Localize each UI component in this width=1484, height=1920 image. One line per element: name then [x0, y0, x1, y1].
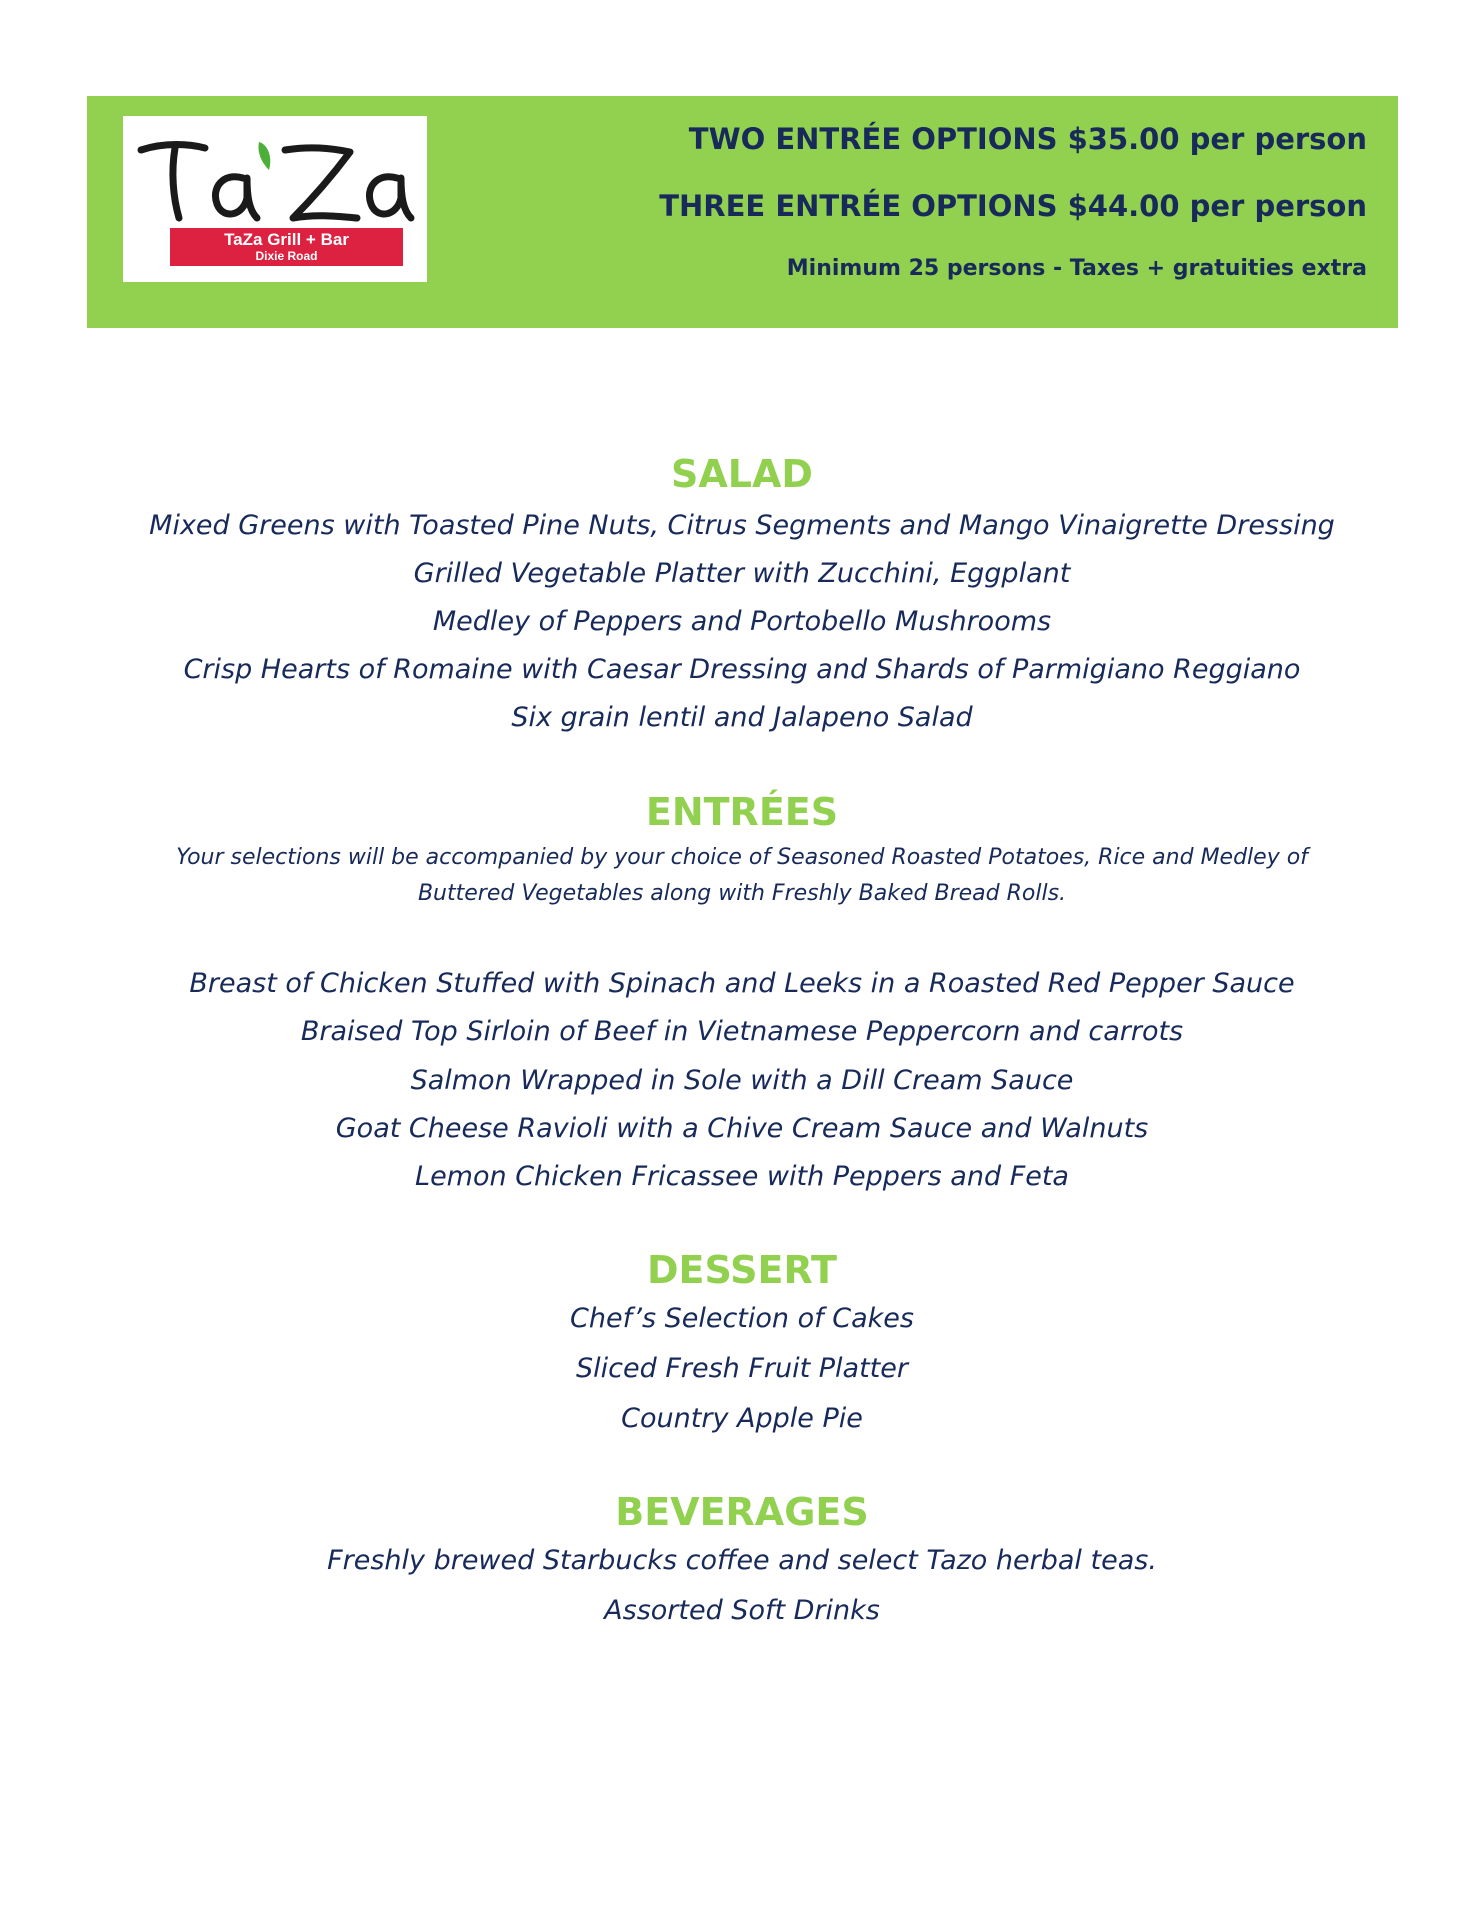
- logo: [123, 116, 427, 282]
- dessert-title: DESSERT: [647, 1248, 837, 1292]
- entrees-note: Your selections will be accompanied by your choice of Seasoned Roasted Potatoes, Rice and Medley of: [176, 845, 1308, 870]
- salad-item: Mixed Greens with Toasted Pine Nuts, Citrus Segments and Mango Vinaigrette Dressing: [149, 510, 1335, 541]
- three-entree-price: THREE ENTRÉE OPTIONS $44.00 per person: [659, 189, 1367, 223]
- salad-item: Six grain lentil and Jalapeno Salad: [511, 702, 973, 733]
- beverage-item: Freshly brewed Starbucks coffee and select Tazo herbal teas.: [327, 1545, 1157, 1576]
- salad-item: Crisp Hearts of Romaine with Caesar Dressing and Shards of Parmigiano Reggiano: [183, 654, 1301, 685]
- beverages-title: BEVERAGES: [615, 1490, 869, 1534]
- dessert-item: Sliced Fresh Fruit Platter: [576, 1353, 908, 1384]
- entrees-note: Buttered Vegetables along with Freshly Baked Bread Rolls.: [417, 881, 1067, 906]
- logo-band-name: TaZa Grill + Bar: [224, 230, 349, 249]
- logo-band: [170, 228, 403, 266]
- entree-item: Braised Top Sirloin of Beef in Vietnamese Peppercorn and carrots: [300, 1016, 1184, 1047]
- beverage-item: Assorted Soft Drinks: [604, 1595, 880, 1626]
- entrees-title: ENTRÉES: [645, 790, 839, 834]
- minimum-note: Minimum 25 persons - Taxes + gratuities extra: [786, 256, 1367, 281]
- two-entree-price: TWO ENTRÉE OPTIONS $35.00 per person: [688, 122, 1367, 156]
- salad-item: Medley of Peppers and Portobello Mushrooms: [432, 606, 1052, 637]
- dessert-item: Chef’s Selection of Cakes: [570, 1303, 914, 1334]
- header-banner: [87, 96, 1398, 328]
- entree-item: Goat Cheese Ravioli with a Chive Cream Sauce and Walnuts: [335, 1113, 1149, 1144]
- logo-wordmark: [135, 122, 415, 232]
- logo-band-location: Dixie Road: [255, 249, 318, 263]
- salad-item: Grilled Vegetable Platter with Zucchini, Eggplant: [413, 558, 1071, 589]
- entree-item: Lemon Chicken Fricassee with Peppers and Feta: [415, 1161, 1069, 1192]
- dessert-item: Country Apple Pie: [621, 1403, 863, 1434]
- salad-title: SALAD: [671, 452, 813, 496]
- entree-item: Breast of Chicken Stuffed with Spinach and Leeks in a Roasted Red Pepper Sauce: [189, 968, 1295, 999]
- entree-item: Salmon Wrapped in Sole with a Dill Cream Sauce: [410, 1065, 1074, 1096]
